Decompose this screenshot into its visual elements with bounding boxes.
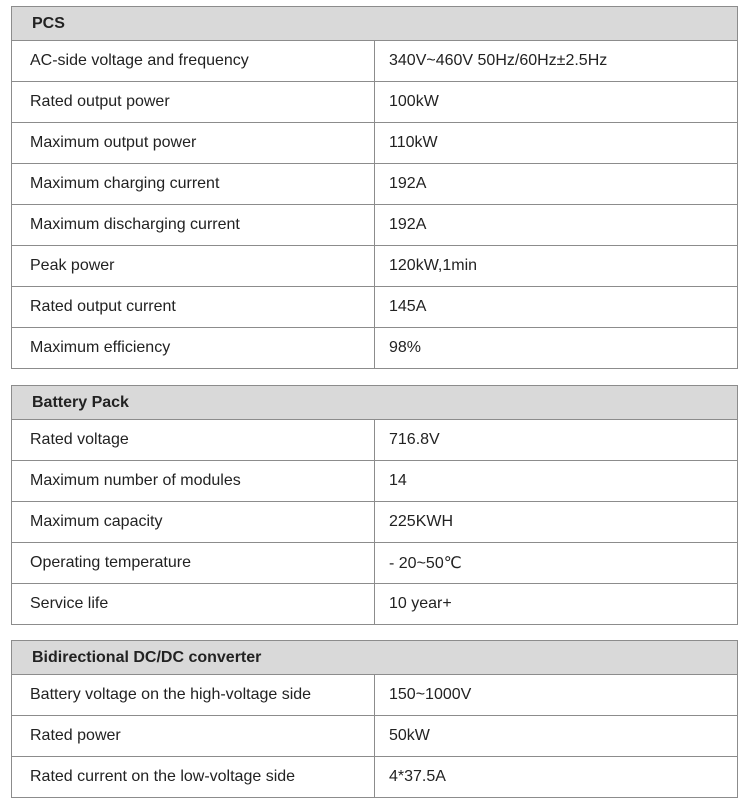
- section-header: [12, 7, 738, 41]
- spec-label: Rated voltage: [12, 420, 375, 461]
- spec-label: Maximum number of modules: [12, 461, 375, 502]
- spec-label: Operating temperature: [12, 543, 375, 584]
- spec-value: 100kW: [375, 82, 738, 123]
- spec-label: Rated output power: [12, 82, 375, 123]
- table-row: [12, 675, 738, 716]
- table-row: [12, 543, 738, 584]
- spec-value: 192A: [375, 164, 738, 205]
- table-row: [12, 205, 738, 246]
- spec-label: Rated current on the low-voltage side: [12, 757, 375, 798]
- table-row: [12, 584, 738, 625]
- table-row: [12, 716, 738, 757]
- spec-value: 150~1000V: [375, 675, 738, 716]
- battery-pack-table: [11, 385, 738, 625]
- spec-label: AC-side voltage and frequency: [12, 41, 375, 82]
- spec-value: 10 year+: [375, 584, 738, 625]
- spec-value: 145A: [375, 287, 738, 328]
- dcdc-converter-table: [11, 640, 738, 798]
- section-header: [12, 641, 738, 675]
- table-row: [12, 461, 738, 502]
- spec-value: 110kW: [375, 123, 738, 164]
- table-row: [12, 164, 738, 205]
- spec-value: 225KWH: [375, 502, 738, 543]
- table-row: [12, 502, 738, 543]
- spec-label: Maximum charging current: [12, 164, 375, 205]
- spec-label: Maximum discharging current: [12, 205, 375, 246]
- table-row: [12, 420, 738, 461]
- spec-label: Rated power: [12, 716, 375, 757]
- table-row: [12, 287, 738, 328]
- table-row: [12, 757, 738, 798]
- spec-label: Maximum capacity: [12, 502, 375, 543]
- spec-value: 14: [375, 461, 738, 502]
- spec-label: Battery voltage on the high-voltage side: [12, 675, 375, 716]
- table-row: [12, 246, 738, 287]
- spec-value: 50kW: [375, 716, 738, 757]
- table-row: [12, 41, 738, 82]
- section-title: Bidirectional DC/DC converter: [12, 641, 738, 675]
- spec-label: Peak power: [12, 246, 375, 287]
- spec-value: - 20~50℃: [375, 543, 738, 584]
- spec-label: Maximum efficiency: [12, 328, 375, 369]
- table-row: [12, 123, 738, 164]
- section-title: Battery Pack: [12, 386, 738, 420]
- spec-label: Service life: [12, 584, 375, 625]
- table-row: [12, 82, 738, 123]
- spec-value: 716.8V: [375, 420, 738, 461]
- section-header: [12, 386, 738, 420]
- section-title: PCS: [12, 7, 738, 41]
- spec-value: 98%: [375, 328, 738, 369]
- spec-label: Rated output current: [12, 287, 375, 328]
- spec-label: Maximum output power: [12, 123, 375, 164]
- spec-value: 340V~460V 50Hz/60Hz±2.5Hz: [375, 41, 738, 82]
- table-row: [12, 328, 738, 369]
- pcs-table: [11, 6, 738, 369]
- spec-value: 192A: [375, 205, 738, 246]
- spec-value: 4*37.5A: [375, 757, 738, 798]
- spec-value: 120kW,1min: [375, 246, 738, 287]
